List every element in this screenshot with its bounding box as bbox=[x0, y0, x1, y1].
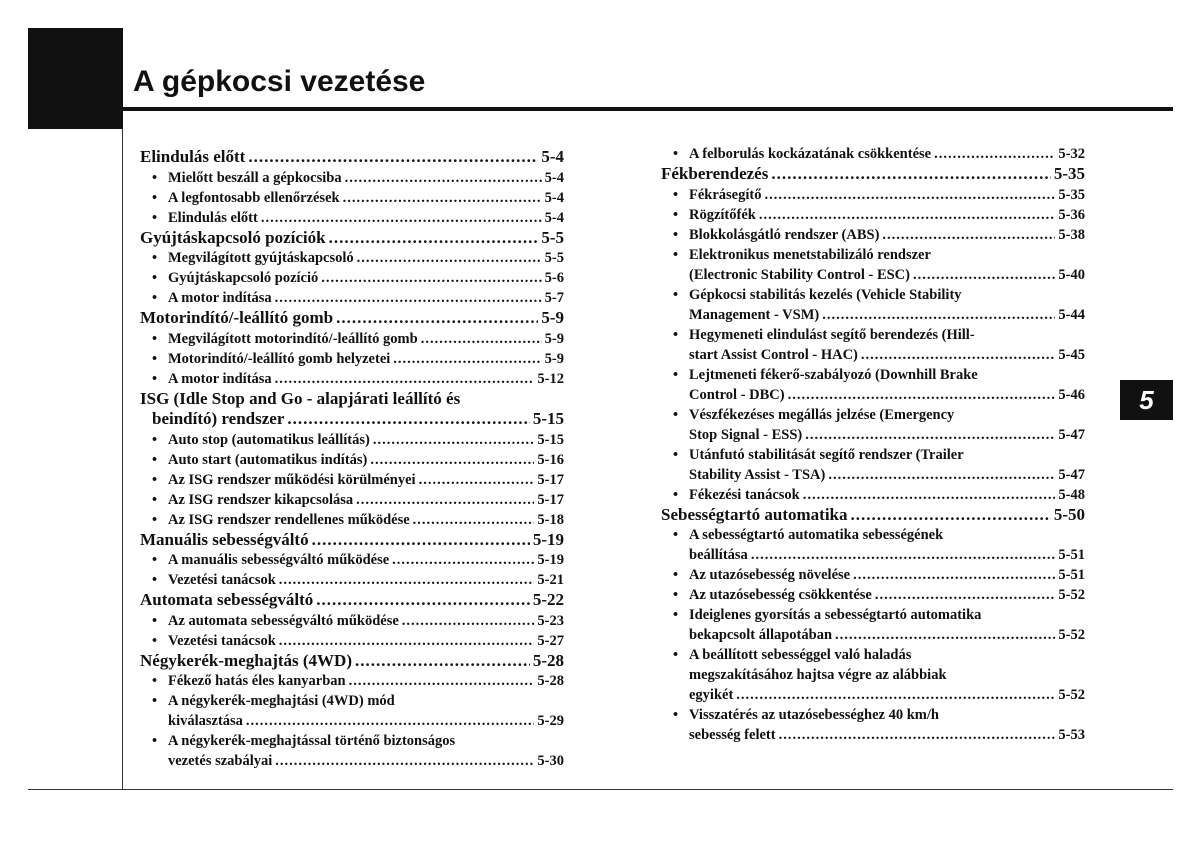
toc-subsection-entry[interactable] bbox=[140, 268, 564, 288]
bullet-icon: • bbox=[152, 471, 158, 488]
toc-entry-label: Motorindító/-leállító gomb helyzetei bbox=[168, 350, 391, 367]
toc-entry-label: Utánfutó stabilitását segítő rendszer (Trailer bbox=[689, 446, 964, 463]
toc-entry-label-line bbox=[673, 525, 1085, 545]
toc-entry-label-line bbox=[673, 645, 1085, 665]
toc-subsection-entry[interactable] bbox=[152, 711, 564, 731]
toc-page-number: 5-19 bbox=[537, 552, 564, 568]
bullet-icon: • bbox=[673, 146, 679, 162]
dot-leader bbox=[779, 725, 1056, 745]
toc-page-number: 5-38 bbox=[1058, 226, 1085, 243]
dot-leader bbox=[822, 305, 1055, 325]
toc-page-number: 5-48 bbox=[1058, 486, 1085, 503]
dot-leader bbox=[759, 205, 1056, 225]
toc-entry-label: Elindulás előtt bbox=[168, 209, 258, 226]
dot-leader bbox=[736, 685, 1055, 705]
toc-page-number: 5-32 bbox=[1058, 146, 1085, 162]
toc-page-number: 5-27 bbox=[537, 632, 564, 649]
toc-page-number: 5-52 bbox=[1058, 627, 1085, 643]
dot-leader bbox=[875, 585, 1056, 605]
dot-leader bbox=[275, 751, 534, 771]
dot-leader bbox=[861, 345, 1056, 365]
bullet-icon: • bbox=[673, 286, 679, 303]
dot-leader bbox=[345, 168, 542, 188]
bullet-icon: • bbox=[152, 511, 158, 528]
toc-page-number: 5-50 bbox=[1053, 504, 1085, 524]
toc-entry-label: A sebességtartó automatika sebességének bbox=[689, 527, 944, 543]
toc-subsection-entry[interactable] bbox=[140, 168, 564, 188]
dot-leader bbox=[287, 409, 529, 430]
dot-leader bbox=[356, 490, 534, 510]
bullet-icon: • bbox=[152, 612, 158, 629]
toc-entry-label: A motor indítása bbox=[168, 370, 272, 387]
toc-page-number: 5-17 bbox=[537, 471, 564, 488]
toc-page-number: 5-53 bbox=[1058, 727, 1085, 743]
toc-entry-label: Rögzítőfék bbox=[689, 206, 756, 223]
toc-page-number: 5-12 bbox=[537, 370, 564, 387]
toc-subsection-entry[interactable] bbox=[140, 490, 564, 510]
toc-section-entry[interactable] bbox=[140, 409, 564, 430]
dot-leader bbox=[805, 425, 1055, 445]
toc-section-entry[interactable] bbox=[140, 530, 564, 551]
dot-leader bbox=[321, 268, 541, 288]
dot-leader bbox=[771, 164, 1050, 185]
toc-entry-label: Ideiglenes gyorsítás a sebességtartó automatika bbox=[689, 607, 982, 623]
toc-subsection-entry[interactable] bbox=[140, 731, 564, 771]
toc-entry-label: A négykerék-meghajtási (4WD) mód bbox=[168, 693, 395, 709]
toc-entry-label: Fékező hatás éles kanyarban bbox=[168, 673, 346, 689]
toc-entry-label: A beállított sebességgel való haladás bbox=[689, 647, 912, 663]
dot-leader bbox=[419, 470, 535, 490]
dot-leader bbox=[393, 349, 541, 369]
bullet-icon: • bbox=[152, 693, 158, 709]
toc-section-entry[interactable] bbox=[140, 389, 564, 430]
dot-leader bbox=[248, 147, 538, 168]
toc-entry-label-line bbox=[152, 731, 564, 751]
toc-subsection-entry[interactable] bbox=[661, 405, 1085, 445]
toc-page-number: 5-35 bbox=[1053, 164, 1085, 183]
toc-page-number: 5-40 bbox=[1058, 266, 1085, 283]
toc-entry-label: Lejtmeneti fékerő-szabályozó (Downhill Brake bbox=[689, 366, 978, 383]
dot-leader bbox=[851, 505, 1051, 526]
toc-entry-label: Az utazósebesség csökkentése bbox=[689, 587, 872, 603]
toc-page-number: 5-6 bbox=[544, 270, 564, 286]
toc-subsection-entry[interactable] bbox=[673, 725, 1085, 745]
toc-subsection-entry[interactable] bbox=[140, 430, 564, 450]
toc-entry-label: bekapcsolt állapotában bbox=[689, 627, 833, 643]
dot-leader bbox=[246, 711, 534, 731]
page-title: A gépkocsi vezetése bbox=[133, 65, 426, 98]
bullet-icon: • bbox=[152, 330, 158, 347]
toc-entry-label: ISG (Idle Stop and Go - alapjárati leállító és bbox=[140, 388, 461, 408]
dot-leader bbox=[349, 671, 535, 691]
toc-entry-label: Auto stop (automatikus leállítás) bbox=[168, 431, 370, 448]
toc-entry-label: A manuális sebességváltó működése bbox=[168, 552, 390, 568]
toc-entry-label: Gépkocsi stabilitás kezelés (Vehicle Stability bbox=[689, 286, 962, 303]
indent-spacer bbox=[673, 665, 689, 685]
toc-subsection-entry[interactable] bbox=[673, 265, 1085, 285]
toc-subsection-entry[interactable] bbox=[673, 305, 1085, 325]
toc-subsection-entry[interactable] bbox=[661, 565, 1085, 585]
dot-leader bbox=[421, 329, 542, 349]
bullet-icon: • bbox=[673, 607, 679, 623]
toc-subsection-entry[interactable] bbox=[140, 450, 564, 470]
dot-leader bbox=[803, 485, 1056, 505]
toc-subsection-entry[interactable] bbox=[661, 185, 1085, 205]
toc-entry-label: beállítása bbox=[689, 547, 748, 563]
toc-subsection-entry[interactable] bbox=[673, 465, 1085, 485]
toc-entry-label: Mielőtt beszáll a gépkocsiba bbox=[168, 169, 342, 186]
toc-section-entry[interactable] bbox=[140, 590, 564, 611]
toc-entry-label: Gyújtáskapcsoló pozíció bbox=[168, 270, 319, 286]
toc-entry-label: Fékberendezés bbox=[661, 164, 769, 183]
toc-page-number: 5-44 bbox=[1058, 306, 1085, 323]
toc-entry-label: Elektronikus menetstabilizáló rendszer bbox=[689, 246, 931, 263]
toc-page-number: 5-4 bbox=[544, 209, 564, 226]
toc-page-number: 5-15 bbox=[537, 431, 564, 448]
dot-leader bbox=[402, 611, 535, 631]
toc-entry-label: Motorindító/-leállító gomb bbox=[140, 308, 334, 327]
toc-entry-label: Az utazósebesség növelése bbox=[689, 567, 851, 583]
toc-entry-label: Az automata sebességváltó működése bbox=[168, 612, 399, 629]
toc-subsection-entry[interactable] bbox=[152, 751, 564, 771]
toc-subsection-entry[interactable] bbox=[140, 349, 564, 369]
bottom-rule bbox=[28, 789, 1173, 790]
dot-leader bbox=[336, 308, 538, 329]
toc-subsection-entry[interactable] bbox=[140, 288, 564, 308]
toc-section-entry[interactable] bbox=[140, 308, 564, 329]
chapter-tab: 5 bbox=[1120, 380, 1173, 420]
dot-leader bbox=[934, 144, 1055, 164]
toc-page-number: 5-36 bbox=[1058, 206, 1085, 223]
toc-entry-label: (Electronic Stability Control - ESC) bbox=[689, 266, 910, 283]
margin-rule bbox=[122, 129, 123, 789]
toc-entry-label: Négykerék-meghajtás (4WD) bbox=[140, 650, 352, 670]
dot-leader bbox=[275, 369, 535, 389]
bullet-icon: • bbox=[152, 673, 158, 689]
toc-page-number: 5-47 bbox=[1058, 466, 1085, 483]
bullet-icon: • bbox=[152, 290, 158, 306]
dot-leader bbox=[853, 565, 1055, 585]
toc-section-entry[interactable] bbox=[140, 147, 564, 168]
bullet-icon: • bbox=[152, 189, 158, 206]
toc-subsection-entry[interactable] bbox=[140, 188, 564, 208]
toc-entry-label-line bbox=[673, 325, 1085, 345]
toc-column-right bbox=[661, 144, 1085, 745]
toc-page-number: 5-9 bbox=[541, 308, 564, 327]
toc-page-number: 5-28 bbox=[537, 673, 564, 689]
bullet-icon: • bbox=[152, 370, 158, 387]
toc-entry-label: A négykerék-meghajtással történő biztonságos bbox=[168, 733, 456, 749]
toc-page-number: 5-51 bbox=[1058, 547, 1085, 563]
toc-subsection-entry[interactable] bbox=[140, 691, 564, 731]
toc-entry-label: Sebességtartó automatika bbox=[661, 504, 848, 524]
toc-entry-label: Vészfékezéses megállás jelzése (Emergency bbox=[689, 406, 955, 423]
toc-entry-label: Az ISG rendszer rendellenes működése bbox=[168, 511, 410, 528]
toc-page-number: 5-30 bbox=[537, 753, 564, 769]
toc-page-number: 5-19 bbox=[532, 529, 564, 549]
dot-leader bbox=[279, 631, 535, 651]
toc-subsection-entry[interactable] bbox=[661, 485, 1085, 505]
toc-column-left bbox=[140, 147, 564, 771]
bullet-icon: • bbox=[152, 491, 158, 508]
toc-section-entry[interactable] bbox=[661, 505, 1085, 526]
bullet-icon: • bbox=[673, 707, 679, 723]
toc-entry-label: start Assist Control - HAC) bbox=[689, 346, 858, 363]
toc-page-number: 5-4 bbox=[544, 169, 564, 186]
toc-entry-label: Stability Assist - TSA) bbox=[689, 466, 826, 483]
bullet-icon: • bbox=[673, 206, 679, 223]
toc-page-number: 5-47 bbox=[1058, 426, 1085, 443]
toc-entry-label-line bbox=[673, 405, 1085, 425]
toc-page-number: 5-51 bbox=[1058, 567, 1085, 583]
toc-page-number: 5-9 bbox=[544, 330, 564, 347]
toc-subsection-entry[interactable] bbox=[140, 611, 564, 631]
toc-subsection-entry[interactable] bbox=[140, 570, 564, 590]
bullet-icon: • bbox=[152, 451, 158, 468]
dot-leader bbox=[392, 550, 534, 570]
toc-entry-label: Automata sebességváltó bbox=[140, 590, 314, 609]
toc-entry-label-line bbox=[673, 705, 1085, 725]
toc-subsection-entry[interactable] bbox=[140, 470, 564, 490]
toc-page-number: 5-15 bbox=[532, 409, 564, 428]
toc-entry-label: Elindulás előtt bbox=[140, 147, 246, 166]
toc-entry-label: Visszatérés az utazósebességhez 40 km/h bbox=[689, 707, 939, 723]
toc-entry-label-line bbox=[673, 365, 1085, 385]
bullet-icon: • bbox=[673, 226, 679, 243]
bullet-icon: • bbox=[673, 446, 679, 463]
toc-section-entry[interactable] bbox=[661, 164, 1085, 185]
toc-entry-label: Stop Signal - ESS) bbox=[689, 426, 803, 443]
toc-page-number: 5-16 bbox=[537, 451, 564, 468]
bullet-icon: • bbox=[152, 209, 158, 226]
toc-entry-label: Manuális sebességváltó bbox=[140, 529, 309, 549]
chapter-header-block bbox=[28, 28, 123, 129]
bullet-icon: • bbox=[673, 527, 679, 543]
toc-entry-label: Megvilágított gyújtáskapcsoló bbox=[168, 250, 354, 266]
toc-entry-label: Gyújtáskapcsoló pozíciók bbox=[140, 227, 326, 247]
toc-subsection-entry[interactable] bbox=[140, 550, 564, 570]
toc-entry-label-line bbox=[673, 445, 1085, 465]
toc-subsection-entry[interactable] bbox=[673, 545, 1085, 565]
toc-subsection-entry[interactable] bbox=[661, 525, 1085, 565]
toc-subsection-entry[interactable] bbox=[661, 245, 1085, 285]
bullet-icon: • bbox=[152, 431, 158, 448]
toc-entry-label-line bbox=[673, 665, 1085, 685]
bullet-icon: • bbox=[673, 567, 679, 583]
bullet-icon: • bbox=[152, 632, 158, 649]
dot-leader bbox=[355, 651, 530, 672]
toc-page-number: 5-52 bbox=[1058, 687, 1085, 703]
toc-page-number: 5-5 bbox=[544, 250, 564, 266]
toc-subsection-entry[interactable] bbox=[661, 585, 1085, 605]
dot-leader bbox=[312, 530, 530, 551]
dot-leader bbox=[764, 185, 1055, 205]
toc-entry-label: Az ISG rendszer működési körülményei bbox=[168, 471, 416, 488]
toc-page-number: 5-4 bbox=[541, 147, 564, 166]
toc-entry-label: Hegymeneti elindulást segítő berendezés (Hill- bbox=[689, 326, 975, 343]
dot-leader bbox=[275, 288, 542, 308]
toc-subsection-entry[interactable] bbox=[661, 144, 1085, 164]
bullet-icon: • bbox=[673, 246, 679, 263]
toc-page-number: 5-22 bbox=[532, 590, 564, 609]
toc-page-number: 5-45 bbox=[1058, 346, 1085, 363]
toc-subsection-entry[interactable] bbox=[661, 205, 1085, 225]
toc-subsection-entry[interactable] bbox=[140, 369, 564, 389]
toc-entry-label: egyikét bbox=[689, 687, 734, 703]
toc-subsection-entry[interactable] bbox=[140, 208, 564, 228]
toc-page-number: 5-21 bbox=[537, 572, 564, 588]
toc-page-number: 5-28 bbox=[532, 650, 564, 670]
dot-leader bbox=[413, 510, 535, 530]
toc-subsection-entry[interactable] bbox=[673, 685, 1085, 705]
toc-page-number: 5-7 bbox=[544, 290, 564, 306]
toc-page-number: 5-35 bbox=[1058, 186, 1085, 203]
bullet-icon: • bbox=[673, 486, 679, 503]
toc-entry-label: Blokkolásgátló rendszer (ABS) bbox=[689, 226, 880, 243]
toc-entry-label: Vezetési tanácsok bbox=[168, 572, 276, 588]
dot-leader bbox=[279, 570, 535, 590]
toc-subsection-entry[interactable] bbox=[661, 445, 1085, 485]
bullet-icon: • bbox=[152, 350, 158, 367]
dot-leader bbox=[261, 208, 542, 228]
toc-entry-label: A motor indítása bbox=[168, 290, 272, 306]
bullet-icon: • bbox=[152, 572, 158, 588]
toc-entry-label: Auto start (automatikus indítás) bbox=[168, 451, 368, 468]
toc-entry-label-line bbox=[673, 285, 1085, 305]
toc-page-number: 5-18 bbox=[537, 511, 564, 528]
toc-subsection-entry[interactable] bbox=[661, 705, 1085, 745]
dot-leader bbox=[835, 625, 1055, 645]
bullet-icon: • bbox=[673, 406, 679, 423]
dot-leader bbox=[828, 465, 1055, 485]
toc-page-number: 5-29 bbox=[537, 713, 564, 729]
dot-leader bbox=[370, 450, 534, 470]
bullet-icon: • bbox=[152, 552, 158, 568]
dot-leader bbox=[751, 545, 1056, 565]
dot-leader bbox=[373, 430, 535, 450]
toc-section-entry[interactable] bbox=[140, 651, 564, 672]
bullet-icon: • bbox=[152, 270, 158, 286]
toc-entry-label: vezetés szabályai bbox=[168, 753, 273, 769]
toc-page-number: 5-17 bbox=[537, 491, 564, 508]
toc-entry-label: megszakításához hajtsa végre az alábbiak bbox=[689, 667, 947, 683]
toc-subsection-entry[interactable] bbox=[140, 631, 564, 651]
toc-entry-label: Fékrásegítő bbox=[689, 186, 762, 203]
bullet-icon: • bbox=[673, 587, 679, 603]
bullet-icon: • bbox=[673, 326, 679, 343]
toc-subsection-entry[interactable] bbox=[661, 285, 1085, 325]
toc-subsection-entry[interactable] bbox=[661, 605, 1085, 645]
toc-subsection-entry[interactable] bbox=[673, 625, 1085, 645]
bullet-icon: • bbox=[152, 733, 158, 749]
toc-entry-label-line bbox=[152, 691, 564, 711]
toc-subsection-entry[interactable] bbox=[661, 225, 1085, 245]
toc-subsection-entry[interactable] bbox=[673, 345, 1085, 365]
toc-entry-label: beindító) rendszer bbox=[152, 409, 285, 428]
bullet-icon: • bbox=[152, 169, 158, 186]
dot-leader bbox=[357, 248, 542, 268]
bullet-icon: • bbox=[673, 647, 679, 663]
toc-entry-label: Control - DBC) bbox=[689, 386, 785, 403]
toc-entry-label: Megvilágított motorindító/-leállító gomb bbox=[168, 330, 418, 347]
toc-entry-label: sebesség felett bbox=[689, 727, 776, 743]
toc-page-number: 5-9 bbox=[544, 350, 564, 367]
toc-entry-label: Vezetési tanácsok bbox=[168, 632, 276, 649]
toc-entry-label: Az ISG rendszer kikapcsolása bbox=[168, 491, 354, 508]
dot-leader bbox=[882, 225, 1055, 245]
toc-entry-label: Management - VSM) bbox=[689, 306, 820, 323]
bullet-icon: • bbox=[673, 366, 679, 383]
toc-entry-label: A felborulás kockázatának csökkentése bbox=[689, 146, 932, 162]
dot-leader bbox=[788, 385, 1056, 405]
toc-entry-label: Fékezési tanácsok bbox=[689, 486, 800, 503]
toc-section-entry[interactable] bbox=[140, 228, 564, 249]
toc-subsection-entry[interactable] bbox=[673, 385, 1085, 405]
toc-page-number: 5-52 bbox=[1058, 587, 1085, 603]
toc-entry-label-line bbox=[673, 605, 1085, 625]
dot-leader bbox=[913, 265, 1055, 285]
toc-page-number: 5-4 bbox=[544, 189, 564, 206]
dot-leader bbox=[316, 590, 530, 611]
bullet-icon: • bbox=[673, 186, 679, 203]
dot-leader bbox=[329, 228, 539, 249]
toc-subsection-entry[interactable] bbox=[140, 510, 564, 530]
toc-page-number: 5-23 bbox=[537, 612, 564, 629]
bullet-icon: • bbox=[152, 250, 158, 266]
title-rule bbox=[123, 107, 1173, 111]
toc-entry-label-line bbox=[673, 245, 1085, 265]
toc-entry-label: A legfontosabb ellenőrzések bbox=[168, 189, 340, 206]
toc-subsection-entry[interactable] bbox=[140, 671, 564, 691]
toc-subsection-entry[interactable] bbox=[661, 365, 1085, 405]
toc-entry-label: kiválasztása bbox=[168, 713, 243, 729]
toc-subsection-entry[interactable] bbox=[661, 325, 1085, 365]
toc-page-number: 5-46 bbox=[1058, 386, 1085, 403]
toc-subsection-entry[interactable] bbox=[140, 329, 564, 349]
toc-subsection-entry[interactable] bbox=[673, 425, 1085, 445]
toc-subsection-entry[interactable] bbox=[661, 645, 1085, 705]
toc-subsection-entry[interactable] bbox=[140, 248, 564, 268]
toc-page-number: 5-5 bbox=[541, 227, 564, 247]
dot-leader bbox=[343, 188, 542, 208]
